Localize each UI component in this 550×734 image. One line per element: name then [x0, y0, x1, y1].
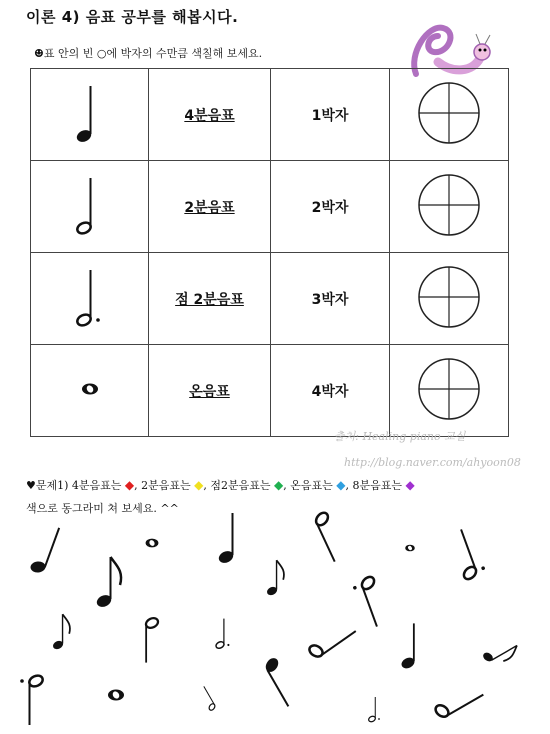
quarter-note-icon[interactable] [400, 623, 416, 670]
note-name-cell [149, 161, 271, 253]
beat-count: 3박자 [311, 291, 349, 308]
note-cell [31, 69, 149, 161]
problem-line2: 색으로 동그라미 쳐 보세요. ^^ [26, 502, 179, 515]
beat-count: 4박자 [311, 383, 349, 400]
green-diamond-icon: ◆ [274, 478, 284, 492]
table-row [31, 69, 509, 161]
note-cell [31, 345, 149, 437]
whole-note-icon [70, 369, 110, 409]
beat-circle[interactable] [416, 356, 482, 422]
instruction-text: ☻표 안의 빈 ○에 박자의 수만큼 색칠해 보세요. [34, 47, 263, 60]
table-row [31, 253, 509, 345]
note-cell [31, 161, 149, 253]
beat-circle[interactable] [416, 172, 482, 238]
dotted-half-note-icon[interactable] [447, 526, 487, 583]
quarter-note-icon[interactable] [27, 523, 62, 578]
beat-circle-cell [390, 253, 509, 345]
note-cell [31, 253, 149, 345]
beat-circle-cell [390, 161, 509, 253]
dotted-half-note-icon [70, 262, 110, 332]
eighth-note-icon[interactable] [52, 614, 70, 651]
half-note-icon [70, 170, 110, 240]
beat-cell [271, 69, 390, 161]
beat-circle[interactable] [416, 80, 482, 146]
beat-count: 1박자 [311, 107, 349, 124]
dotted-half-note-icon[interactable] [368, 697, 380, 723]
eighth-note-icon[interactable] [95, 557, 121, 609]
half-note-icon[interactable] [305, 619, 357, 662]
problem-part-whole: 온음표는 ◆, [290, 478, 353, 492]
red-diamond-icon: ◆ [124, 478, 135, 492]
dotted-half-note-icon[interactable] [215, 619, 230, 650]
half-note-icon[interactable] [144, 616, 159, 662]
note-name-cell [149, 253, 271, 345]
table-row [31, 161, 509, 253]
eighth-note-icon[interactable] [266, 560, 284, 597]
half-note-icon[interactable] [311, 509, 348, 563]
problem-part-quarter: 4분음표는 ◆, [71, 478, 142, 492]
dotted-half-note-icon[interactable] [20, 674, 44, 725]
eighth-note-icon[interactable] [480, 636, 521, 670]
whole-note-icon[interactable] [405, 545, 415, 552]
scattered-notes [0, 505, 550, 734]
blue-diamond-icon: ◆ [336, 478, 346, 492]
source-url: http://blog.naver.com/ahyoon08 [344, 456, 521, 469]
yellow-diamond-icon: ◆ [194, 478, 204, 492]
problem-prefix: ♥문제1) [26, 479, 72, 492]
beat-circle-cell [390, 345, 509, 437]
quarter-note-icon [70, 78, 110, 148]
dotted-half-note-icon[interactable] [351, 573, 391, 630]
half-note-icon[interactable] [197, 686, 217, 713]
half-note-icon[interactable] [431, 682, 484, 722]
whole-note-icon[interactable] [146, 539, 159, 548]
page-title: 이론 4) 음표 공부를 해봅시다. [26, 8, 239, 26]
note-name: 4분음표 [184, 107, 235, 124]
whole-note-icon[interactable] [108, 690, 124, 701]
problem-part-eighth: 8분음표는 ◆ [352, 478, 415, 492]
note-table [30, 68, 509, 437]
note-name: 점 2분음표 [175, 291, 244, 308]
purple-diamond-icon: ◆ [405, 478, 415, 492]
table-row [31, 345, 509, 437]
beat-cell [271, 345, 390, 437]
beat-count: 2박자 [311, 199, 349, 216]
source-credit: 출처: Healing piano 교실 [334, 430, 466, 443]
note-name: 온음표 [189, 383, 230, 400]
problem-part-half: 2분음표는 ◆, [141, 478, 211, 492]
note-name-cell [149, 69, 271, 161]
quarter-note-icon[interactable] [217, 513, 235, 565]
beat-circle-cell [390, 69, 509, 161]
quarter-note-icon[interactable] [260, 653, 302, 707]
beat-circle[interactable] [416, 264, 482, 330]
problem-part-dotted-half: 점2분음표는 ◆, [210, 478, 291, 492]
beat-cell [271, 161, 390, 253]
note-name: 2분음표 [184, 199, 235, 216]
beat-cell [271, 253, 390, 345]
note-name-cell [149, 345, 271, 437]
